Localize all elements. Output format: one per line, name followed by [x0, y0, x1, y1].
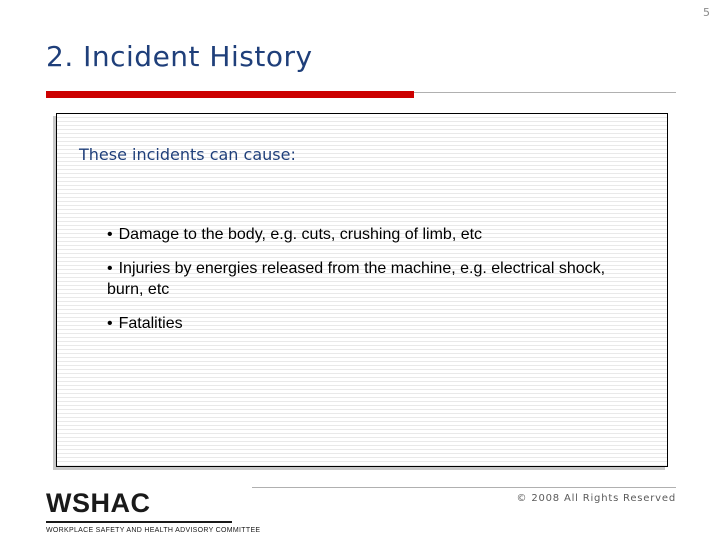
list-item — [107, 313, 627, 334]
content-box — [56, 113, 668, 467]
bullet-text: Fatalities — [118, 315, 183, 332]
title-accent-bar — [46, 91, 414, 98]
title-divider — [414, 92, 676, 93]
wshac-logo — [46, 490, 260, 534]
footer-divider — [252, 487, 676, 488]
list-item — [107, 224, 627, 245]
list-item — [107, 258, 627, 300]
logo-underline — [46, 521, 232, 523]
bullet-text: Injuries by energies released from the machine, e.g. electrical shock, burn, etc — [107, 260, 606, 298]
logo-subtext: WORKPLACE SAFETY AND HEALTH ADVISORY COMMITTEE — [46, 527, 261, 534]
slide-title: 2. Incident History — [46, 40, 313, 73]
bullet-icon: • — [107, 315, 113, 332]
bullet-icon: • — [107, 260, 113, 277]
logo-text: WSHAC — [46, 488, 151, 518]
content-heading: These incidents can cause: — [79, 145, 296, 164]
slide-number: 5 — [703, 6, 710, 19]
bullet-list — [107, 224, 627, 347]
copyright-text: © 2008 All Rights Reserved — [516, 493, 676, 504]
bullet-text: Damage to the body, e.g. cuts, crushing of limb, etc — [118, 226, 483, 243]
bullet-icon: • — [107, 226, 113, 243]
